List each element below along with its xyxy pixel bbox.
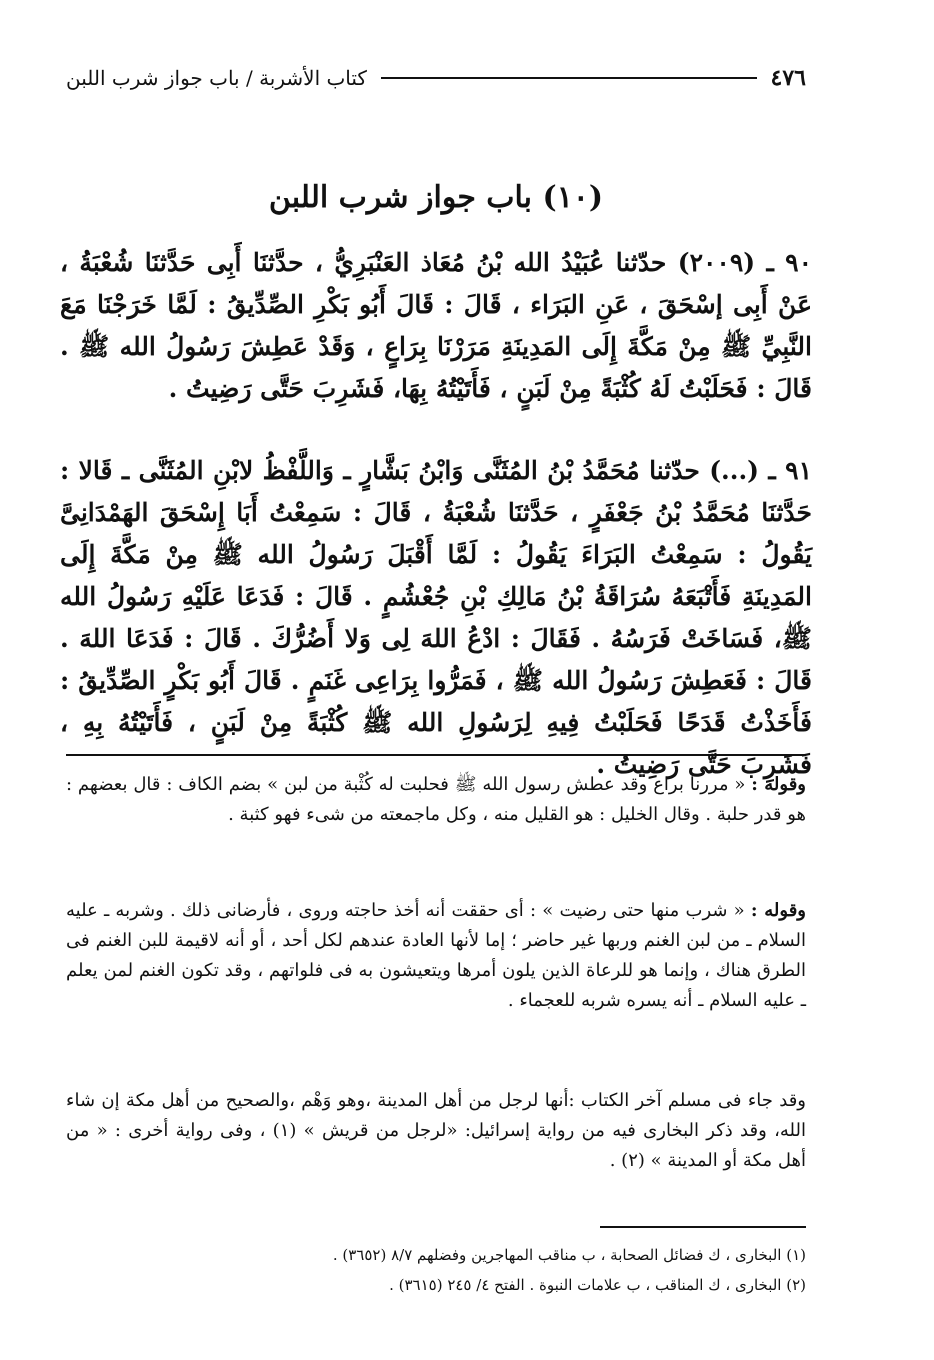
main-text-separator	[66, 754, 806, 756]
running-header	[66, 60, 806, 96]
commentary-paragraph-2	[66, 896, 806, 1016]
hadith-91-text: ٩١ ـ (...) حدّثنا مُحَمَّدُ بْنُ المُثَنَّى وَابْنُ بَشَّارٍ ـ وَاللَّفْظُ لابْنِ المُثَنَّى ـ قَالا : حَدَّثنَا مُحَمَّدُ بْنُ جَعْفَرٍ ، حَدَّثنَا شُعْبَةُ ، قَالَ : سَمِعْتُ أَبَا إِسْحَقَ الهَمْدَانِىَّ يَقُولُ : سَمِعْتُ البَرَاءَ يَقُولُ : لَمَّا أَقْبَلَ رَسُولُ الله ﷺ مِنْ مَكَّةَ إِلَى المَدِينَةِ فَأَتْبَعَهُ سُرَاقَةُ بْنُ مَالِكِ بْنِ جُعْشُمٍ . قَالَ : فَدَعَا عَلَيْهِ رَسُولُ الله ﷺ، فَسَاخَتْ فَرَسُهُ . فَقَالَ : ادْعُ اللهَ لِى وَلا أَضُرُّكَ . قَالَ : فَدَعَا اللهَ . قَالَ : فَعَطِشَ رَسُولُ الله ﷺ ، فَمَرُّوا بِرَاعِى غَنَمٍ . قَالَ أَبُو بَكْرٍ الصِّدِّيقُ : فَأَخَذْتُ قَدَحًا فَحَلَبْتُ فِيهِ لِرَسُولِ الله ﷺ كُثْبَةً مِنْ لَبَنٍ ، فَأَتَيْتُهُ بِهِ ، فَشَرِبَ حَتَّى رَضِيتُ .	[60, 456, 812, 779]
commentary-text: وقد جاء فى مسلم آخر الكتاب :أنها لرجل من أهل المدينة ،وهو وَهْم ،والصحيح من أهل مكة إن شاء الله، وقد ذكر البخارى فيه من رواية إسرائيل: «لرجل من قريش » (١) ، وفى رواية أخرى : « من أهل مكة أو المدينة » (٢) .	[66, 1090, 806, 1171]
page-number: ٤٧٦	[770, 65, 806, 91]
commentary-lead: وقوله :	[750, 900, 806, 921]
chapter-title: (١٠) باب جواز شرب اللبن	[268, 180, 604, 215]
commentary-text: « مررنا براع وقد عطش رسول الله ﷺ فحلبت له كُثْبة من لبن » بضم الكاف : قال بعضهم : هو قدر حلبة . وقال الخليل : هو القليل منه ، وكل ماجمعته من شىء فهو كثبة .	[66, 774, 806, 825]
commentary-text: « شرب منها حتى رضيت » : أى حققت أنه أخذ حاجته وروى ، فأرضانى ذلك . وشربه ـ عليه السلام ـ من لبن الغنم وربها غير حاضر ؛ إما لأنها العادة عندهم لكل أحد ، أو أنه لاقيمة للبن الغنم فى الطرق هناك ، وإنما هو للرعاة الذين يلون أمرها ويتعيشون به فى فلواتهم ، وقد تكون الغنم لمن يعلم ـ عليه السلام ـ أنه يسره شربه للعجماء .	[66, 900, 806, 1011]
footnote-1: (١) البخارى ، ك فضائل الصحابة ، ب مناقب المهاجرين وفضلهم ٨/٧ (٣٦٥٢) .	[332, 1246, 806, 1264]
footnote-2: (٢) البخارى ، ك المناقب ، ب علامات النبوة . الفتح ٤/ ٢٤٥ (٣٦١٥) .	[389, 1276, 806, 1294]
commentary-lead: وقوله :	[751, 774, 806, 795]
hadith-90-text: ٩٠ ـ (٢٠٠٩) حدّثنا عُبَيْدُ الله بْنُ مُعَاذ العَنْبَرِيُّ ، حدَّثنَا أَبِى حَدَّثنَا شُعْبَةُ ، عَنْ أَبِى إسْحَقَ ، عَنِ البَرَاء ، قَالَ : قَالَ أَبُو بَكْرِ الصِّدِّيقُ : لَمَّا خَرَجْنَا مَعَ النَّبِيِّ ﷺ مِنْ مَكَّةَ إِلَى المَدِينَةِ مَرَرْنَا بِرَاعٍ ، وَقَدْ عَطِشَ رَسُولُ الله ﷺ . قَالَ : فَحَلَبْتُ لَهُ كُثْبَةً مِنْ لَبَنٍ ، فَأَتَيْتُهُ بِهَا، فَشَرِبَ حَتَّى رَضِيتُ .	[60, 248, 813, 403]
running-title: كتاب الأشربة / باب جواز شرب اللبن	[66, 66, 367, 90]
commentary-paragraph-3	[66, 1086, 806, 1176]
commentary-paragraph-1	[66, 770, 806, 830]
header-rule	[381, 77, 757, 79]
footnote-separator	[600, 1226, 806, 1228]
